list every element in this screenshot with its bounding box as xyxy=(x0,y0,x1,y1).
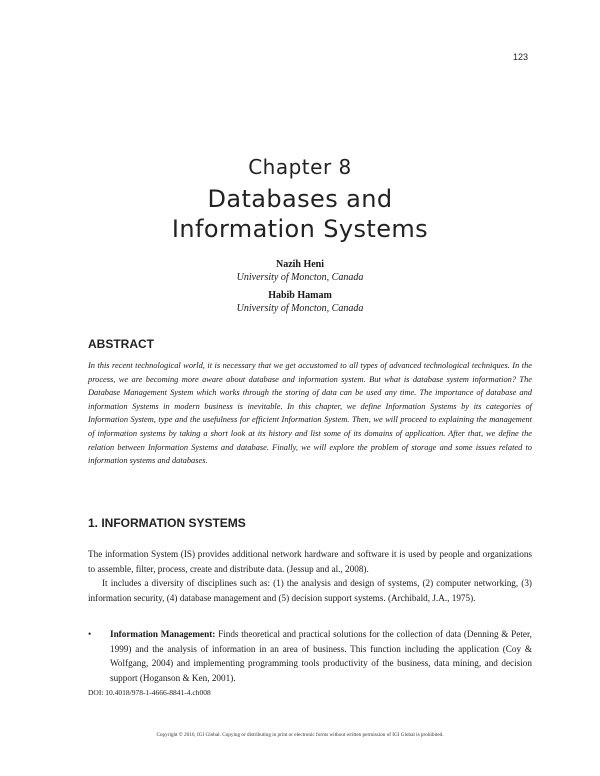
chapter-label: Chapter 8 xyxy=(248,155,352,179)
author-name: Nazih Heni xyxy=(275,259,325,270)
abstract-heading: ABSTRACT xyxy=(88,337,154,351)
page-number: 123 xyxy=(512,52,528,62)
body-paragraph-2: It includes a diversity of disciplines such as: (1) the analysis and design of systems, (2) computer networking, (3) information security, (4) database management and (5) decision support systems. (Archibald, J.A., 1975). xyxy=(88,578,532,603)
author-2 xyxy=(0,289,600,315)
bullet-term: Information Management: xyxy=(110,629,216,639)
bullet-marker: • xyxy=(88,629,92,639)
abstract-text: In this recent technological world, it is necessary that we get accustomed to all types of advanced technological techniques. In the process, we are becoming more aware about database and information system. But what is database system information? The Database Management System which works through the storing of data can be used any time. The importance of database and information Systems in modern business is inevitable. In this chapter, we define Information Systems by its categories of Information System, type and the usefulness for efficient Information System. Then, we will proceed to explaining the management of information systems by taking a short look at its history and list some of its domains of application. After that, we define the relation between Information Systems and database. Finally, we will explore the problem of storage and some issues related to information systems and databases. xyxy=(88,361,532,466)
author-affiliation: University of Moncton, Canada xyxy=(236,303,364,314)
author-name: Habib Hamam xyxy=(268,290,332,301)
doi: DOI: 10.4018/978-1-4666-8841-4.ch008 xyxy=(88,688,211,697)
chapter-title-line-2: Information Systems xyxy=(171,215,429,243)
chapter-title-line-1: Databases and xyxy=(207,185,393,213)
section-heading: 1. INFORMATION SYSTEMS xyxy=(88,516,246,530)
body-paragraph-1: The information System (IS) provides additional network hardware and software it is used by people and organizations to assemble, filter, process, create and distribute data. (Jessup and al., 2008). xyxy=(88,549,532,574)
bullet-description: Finds theoretical and practical solutions for the collection of data (Denning & Peter, 1999) and the analysis of information in an area of business. This function including the application (Coy & Wolfgang, 2004) and implementing programming tools productivity of the business, data mining, and decision support (Hoganson & Ken, 2001). xyxy=(110,629,532,683)
author-affiliation: University of Moncton, Canada xyxy=(236,272,364,283)
author-1 xyxy=(0,258,600,284)
chapter-title xyxy=(0,184,600,244)
copyright-notice: Copyright © 2016, IGI Global. Copying or distributing in print or electronic forms without written permission of IGI Global is prohibited. xyxy=(156,732,444,738)
bullet-text xyxy=(110,627,532,685)
bullet-list-item xyxy=(88,627,532,685)
